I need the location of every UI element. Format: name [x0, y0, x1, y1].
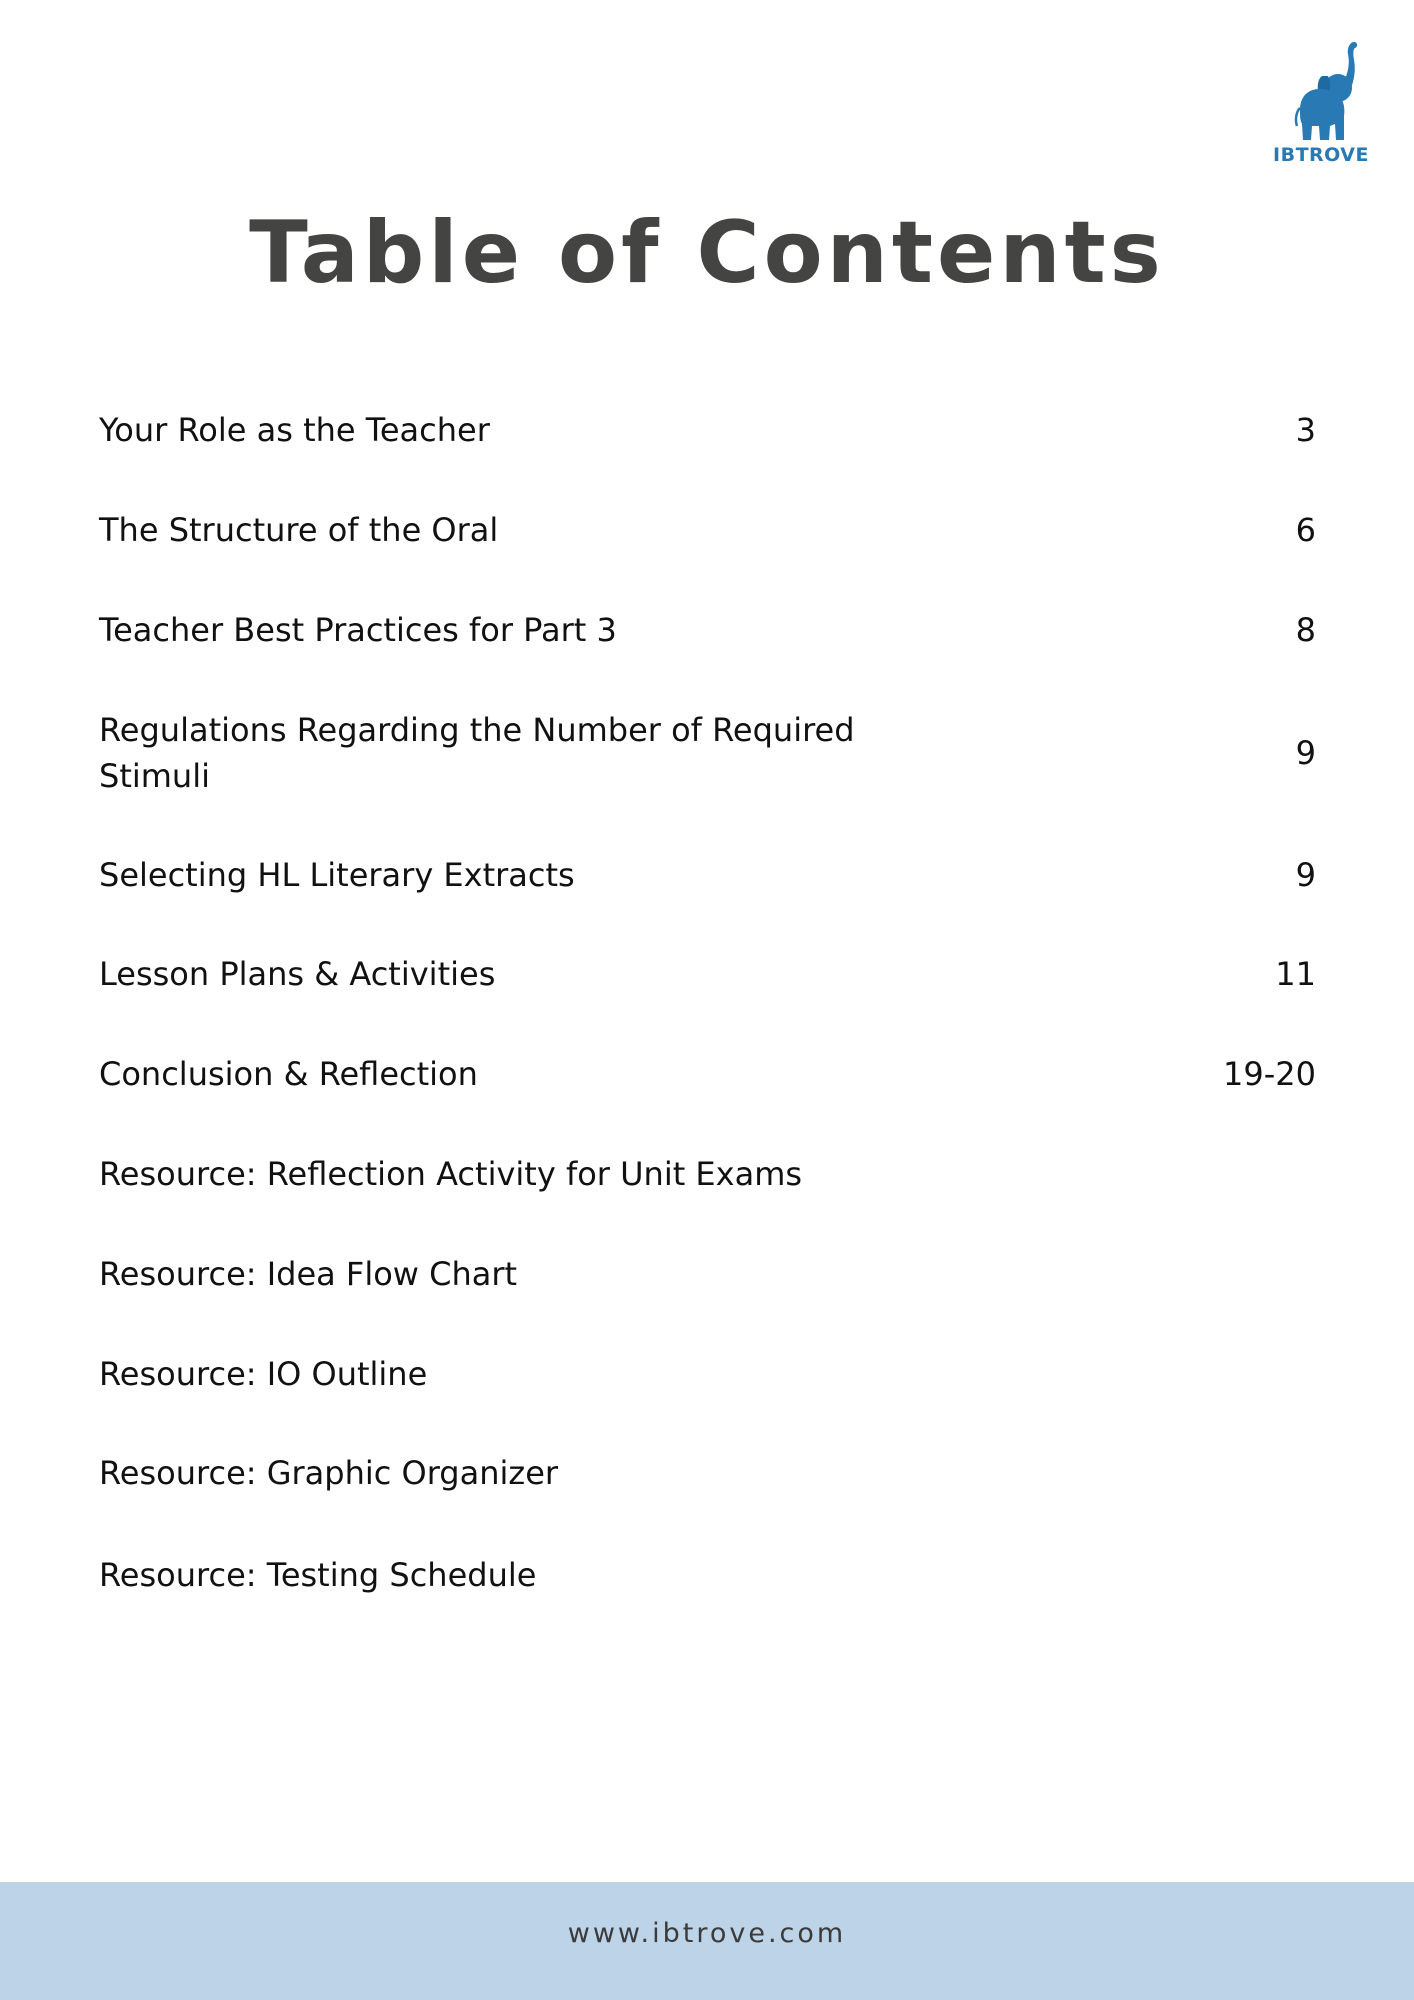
toc-entry-label: Regulations Regarding the Number of Required Stimuli: [99, 711, 855, 795]
toc-entry-page: 9: [1295, 734, 1316, 772]
toc-entry-page: 19-20: [1223, 1055, 1316, 1093]
elephant-icon: [1292, 36, 1364, 146]
toc-entry-label: Resource: Reflection Activity for Unit Exams: [99, 1155, 803, 1193]
toc-entry-label: Teacher Best Practices for Part 3: [99, 611, 617, 649]
logo-text: IBTROVE: [1273, 144, 1369, 166]
toc-entry-page: 6: [1295, 511, 1316, 549]
brand-logo: [1266, 36, 1376, 170]
toc-entry-page: 8: [1295, 611, 1316, 649]
toc-entry-label: Resource: Idea Flow Chart: [99, 1255, 518, 1293]
toc-entry-label: Selecting HL Literary Extracts: [99, 856, 575, 894]
toc-entry-label: Your Role as the Teacher: [99, 411, 490, 449]
toc-entry-label: Resource: Testing Schedule: [99, 1556, 537, 1594]
toc-entry-label: Lesson Plans & Activities: [99, 955, 496, 993]
toc-entry-page: 3: [1295, 411, 1316, 449]
footer-website-link[interactable]: www.ibtrove.com: [567, 1918, 847, 1949]
toc-entry-page: 9: [1295, 856, 1316, 894]
toc-entry-label: Resource: IO Outline: [99, 1355, 428, 1393]
toc-entry-label: The Structure of the Oral: [99, 511, 499, 549]
toc-entry-page: 11: [1275, 955, 1316, 993]
page-title: Table of Contents: [249, 203, 1165, 303]
toc-entry-label: Conclusion & Reflection: [99, 1055, 478, 1093]
toc-entry-label: Resource: Graphic Organizer: [99, 1454, 559, 1492]
toc-entry[interactable]: [99, 707, 1316, 799]
footer-bar: [0, 1882, 1414, 2000]
